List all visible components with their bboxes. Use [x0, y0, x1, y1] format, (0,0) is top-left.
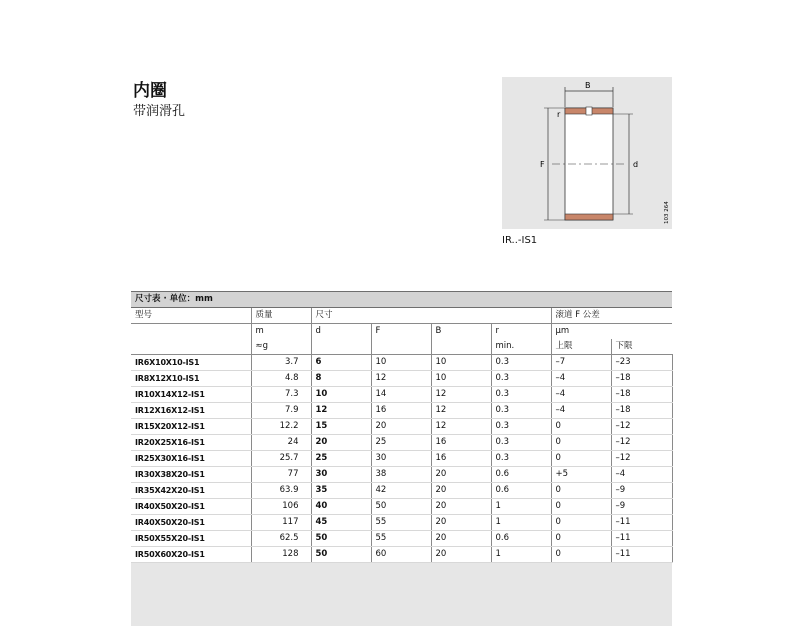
- cell-lower: –11: [611, 531, 672, 547]
- header-d: d: [311, 324, 371, 340]
- table-row: [131, 483, 672, 499]
- cell-d: 40: [311, 499, 371, 515]
- header-blank: [131, 339, 251, 355]
- cell-r: 0.3: [491, 435, 551, 451]
- cell-upper: 0: [551, 419, 611, 435]
- cell-d: 6: [311, 355, 371, 371]
- technical-drawing-svg: [502, 77, 672, 229]
- header-r-sub: min.: [491, 339, 551, 355]
- table-row: [131, 499, 672, 515]
- table-row: [131, 419, 672, 435]
- cell-r: 0.6: [491, 483, 551, 499]
- cell-d: 10: [311, 387, 371, 403]
- header-row-2: [131, 324, 672, 340]
- header-dims: 尺寸: [311, 308, 551, 324]
- cell-upper: –4: [551, 403, 611, 419]
- cell-upper: 0: [551, 499, 611, 515]
- cell-upper: –7: [551, 355, 611, 371]
- bearing-ring-drawing: [502, 77, 672, 229]
- cell-d: 8: [311, 371, 371, 387]
- header-blank: [431, 339, 491, 355]
- dim-label-b: B: [585, 81, 591, 90]
- cell-b: 20: [431, 547, 491, 563]
- cell-model: IR10X14X12-IS1: [131, 387, 251, 403]
- table-row: [131, 387, 672, 403]
- cell-model: IR35X42X20-IS1: [131, 483, 251, 499]
- cell-upper: 0: [551, 483, 611, 499]
- cell-model: IR6X10X10-IS1: [131, 355, 251, 371]
- cell-mass: 24: [251, 435, 311, 451]
- cell-mass: 128: [251, 547, 311, 563]
- cell-mass: 63.9: [251, 483, 311, 499]
- header-upper: 上限: [551, 339, 611, 355]
- cell-r: 1: [491, 499, 551, 515]
- header-mass-unit: ≈g: [251, 339, 311, 355]
- cell-lower: –12: [611, 419, 672, 435]
- cell-f: 55: [371, 531, 431, 547]
- cell-f: 30: [371, 451, 431, 467]
- header-b: B: [431, 324, 491, 340]
- cell-mass: 106: [251, 499, 311, 515]
- table-row: [131, 355, 672, 371]
- cell-mass: 3.7: [251, 355, 311, 371]
- table-footer-area: [131, 563, 672, 626]
- table-row: [131, 435, 672, 451]
- cell-upper: –4: [551, 387, 611, 403]
- cell-lower: –18: [611, 371, 672, 387]
- cell-f: 55: [371, 515, 431, 531]
- cell-lower: –9: [611, 499, 672, 515]
- table-row: [131, 515, 672, 531]
- cell-lower: –11: [611, 515, 672, 531]
- cell-model: IR8X12X10-IS1: [131, 371, 251, 387]
- cell-d: 50: [311, 531, 371, 547]
- cell-model: IR30X38X20-IS1: [131, 467, 251, 483]
- cell-model: IR40X50X20-IS1: [131, 515, 251, 531]
- cell-d: 12: [311, 403, 371, 419]
- cell-b: 20: [431, 531, 491, 547]
- cell-upper: 0: [551, 531, 611, 547]
- cell-r: 0.3: [491, 419, 551, 435]
- cell-model: IR40X50X20-IS1: [131, 499, 251, 515]
- table-caption: 尺寸表 · 单位：mm: [131, 291, 672, 308]
- cell-upper: 0: [551, 451, 611, 467]
- header-blank: [311, 339, 371, 355]
- table-row: [131, 531, 672, 547]
- page-subtitle: 带润滑孔: [133, 104, 186, 119]
- table-row: [131, 403, 672, 419]
- cell-mass: 4.8: [251, 371, 311, 387]
- dimension-table: [131, 291, 672, 626]
- cell-model: IR15X20X12-IS1: [131, 419, 251, 435]
- cell-d: 45: [311, 515, 371, 531]
- cell-mass: 7.9: [251, 403, 311, 419]
- cell-b: 12: [431, 419, 491, 435]
- cell-lower: –4: [611, 467, 672, 483]
- dimension-table-grid: [131, 308, 673, 563]
- cell-upper: +5: [551, 467, 611, 483]
- cell-f: 16: [371, 403, 431, 419]
- page-title: 内圈: [133, 81, 167, 101]
- cell-b: 20: [431, 467, 491, 483]
- cell-b: 20: [431, 483, 491, 499]
- cell-f: 12: [371, 371, 431, 387]
- header-row-3: [131, 339, 672, 355]
- cell-d: 20: [311, 435, 371, 451]
- header-lower: 下限: [611, 339, 672, 355]
- cell-d: 25: [311, 451, 371, 467]
- header-model: 型号: [131, 308, 251, 324]
- cell-lower: –12: [611, 451, 672, 467]
- cell-lower: –18: [611, 403, 672, 419]
- cell-model: IR12X16X12-IS1: [131, 403, 251, 419]
- table-body: [131, 355, 672, 563]
- header-blank: [371, 339, 431, 355]
- header-row-1: [131, 308, 672, 324]
- cell-f: 14: [371, 387, 431, 403]
- cell-b: 20: [431, 515, 491, 531]
- cell-mass: 77: [251, 467, 311, 483]
- cell-d: 50: [311, 547, 371, 563]
- cell-lower: –23: [611, 355, 672, 371]
- table-row: [131, 547, 672, 563]
- cell-r: 0.3: [491, 371, 551, 387]
- cell-b: 16: [431, 435, 491, 451]
- cell-mass: 117: [251, 515, 311, 531]
- cell-r: 0.6: [491, 531, 551, 547]
- cell-d: 15: [311, 419, 371, 435]
- cell-f: 20: [371, 419, 431, 435]
- dim-label-f: F: [540, 160, 545, 169]
- cell-r: 1: [491, 515, 551, 531]
- cell-lower: –18: [611, 387, 672, 403]
- cell-lower: –11: [611, 547, 672, 563]
- cell-r: 0.6: [491, 467, 551, 483]
- cell-b: 12: [431, 387, 491, 403]
- header-f: F: [371, 324, 431, 340]
- header-mass-sym: m: [251, 324, 311, 340]
- cell-b: 16: [431, 451, 491, 467]
- cell-r: 0.3: [491, 403, 551, 419]
- header-blank: [131, 324, 251, 340]
- cell-b: 10: [431, 371, 491, 387]
- cell-b: 20: [431, 499, 491, 515]
- cell-mass: 25.7: [251, 451, 311, 467]
- cell-f: 38: [371, 467, 431, 483]
- cell-mass: 62.5: [251, 531, 311, 547]
- cell-model: IR50X55X20-IS1: [131, 531, 251, 547]
- header-tol: 滚道 F 公差: [551, 308, 672, 324]
- cell-f: 25: [371, 435, 431, 451]
- cell-b: 12: [431, 403, 491, 419]
- cell-f: 60: [371, 547, 431, 563]
- header-mass: 质量: [251, 308, 311, 324]
- table-row: [131, 451, 672, 467]
- header-r: r: [491, 324, 551, 340]
- cell-b: 10: [431, 355, 491, 371]
- dim-label-r: r: [557, 110, 561, 119]
- header-tol-unit: μm: [555, 326, 570, 336]
- cell-r: 0.3: [491, 355, 551, 371]
- cell-upper: 0: [551, 515, 611, 531]
- cell-d: 35: [311, 483, 371, 499]
- dim-label-d: d: [633, 160, 639, 169]
- cell-model: IR20X25X16-IS1: [131, 435, 251, 451]
- drawing-code: 103 264: [664, 201, 670, 224]
- cell-r: 0.3: [491, 451, 551, 467]
- cell-mass: 12.2: [251, 419, 311, 435]
- table-row: [131, 371, 672, 387]
- cell-r: 0.3: [491, 387, 551, 403]
- table-row: [131, 467, 672, 483]
- cell-model: IR50X60X20-IS1: [131, 547, 251, 563]
- cell-lower: –9: [611, 483, 672, 499]
- cell-d: 30: [311, 467, 371, 483]
- cell-f: 50: [371, 499, 431, 515]
- cell-mass: 7.3: [251, 387, 311, 403]
- cell-upper: 0: [551, 435, 611, 451]
- cell-f: 42: [371, 483, 431, 499]
- cell-upper: –4: [551, 371, 611, 387]
- cell-model: IR25X30X16-IS1: [131, 451, 251, 467]
- cell-lower: –12: [611, 435, 672, 451]
- figure-caption: IR..-IS1: [502, 235, 538, 246]
- cell-upper: 0: [551, 547, 611, 563]
- cell-r: 1: [491, 547, 551, 563]
- cell-f: 10: [371, 355, 431, 371]
